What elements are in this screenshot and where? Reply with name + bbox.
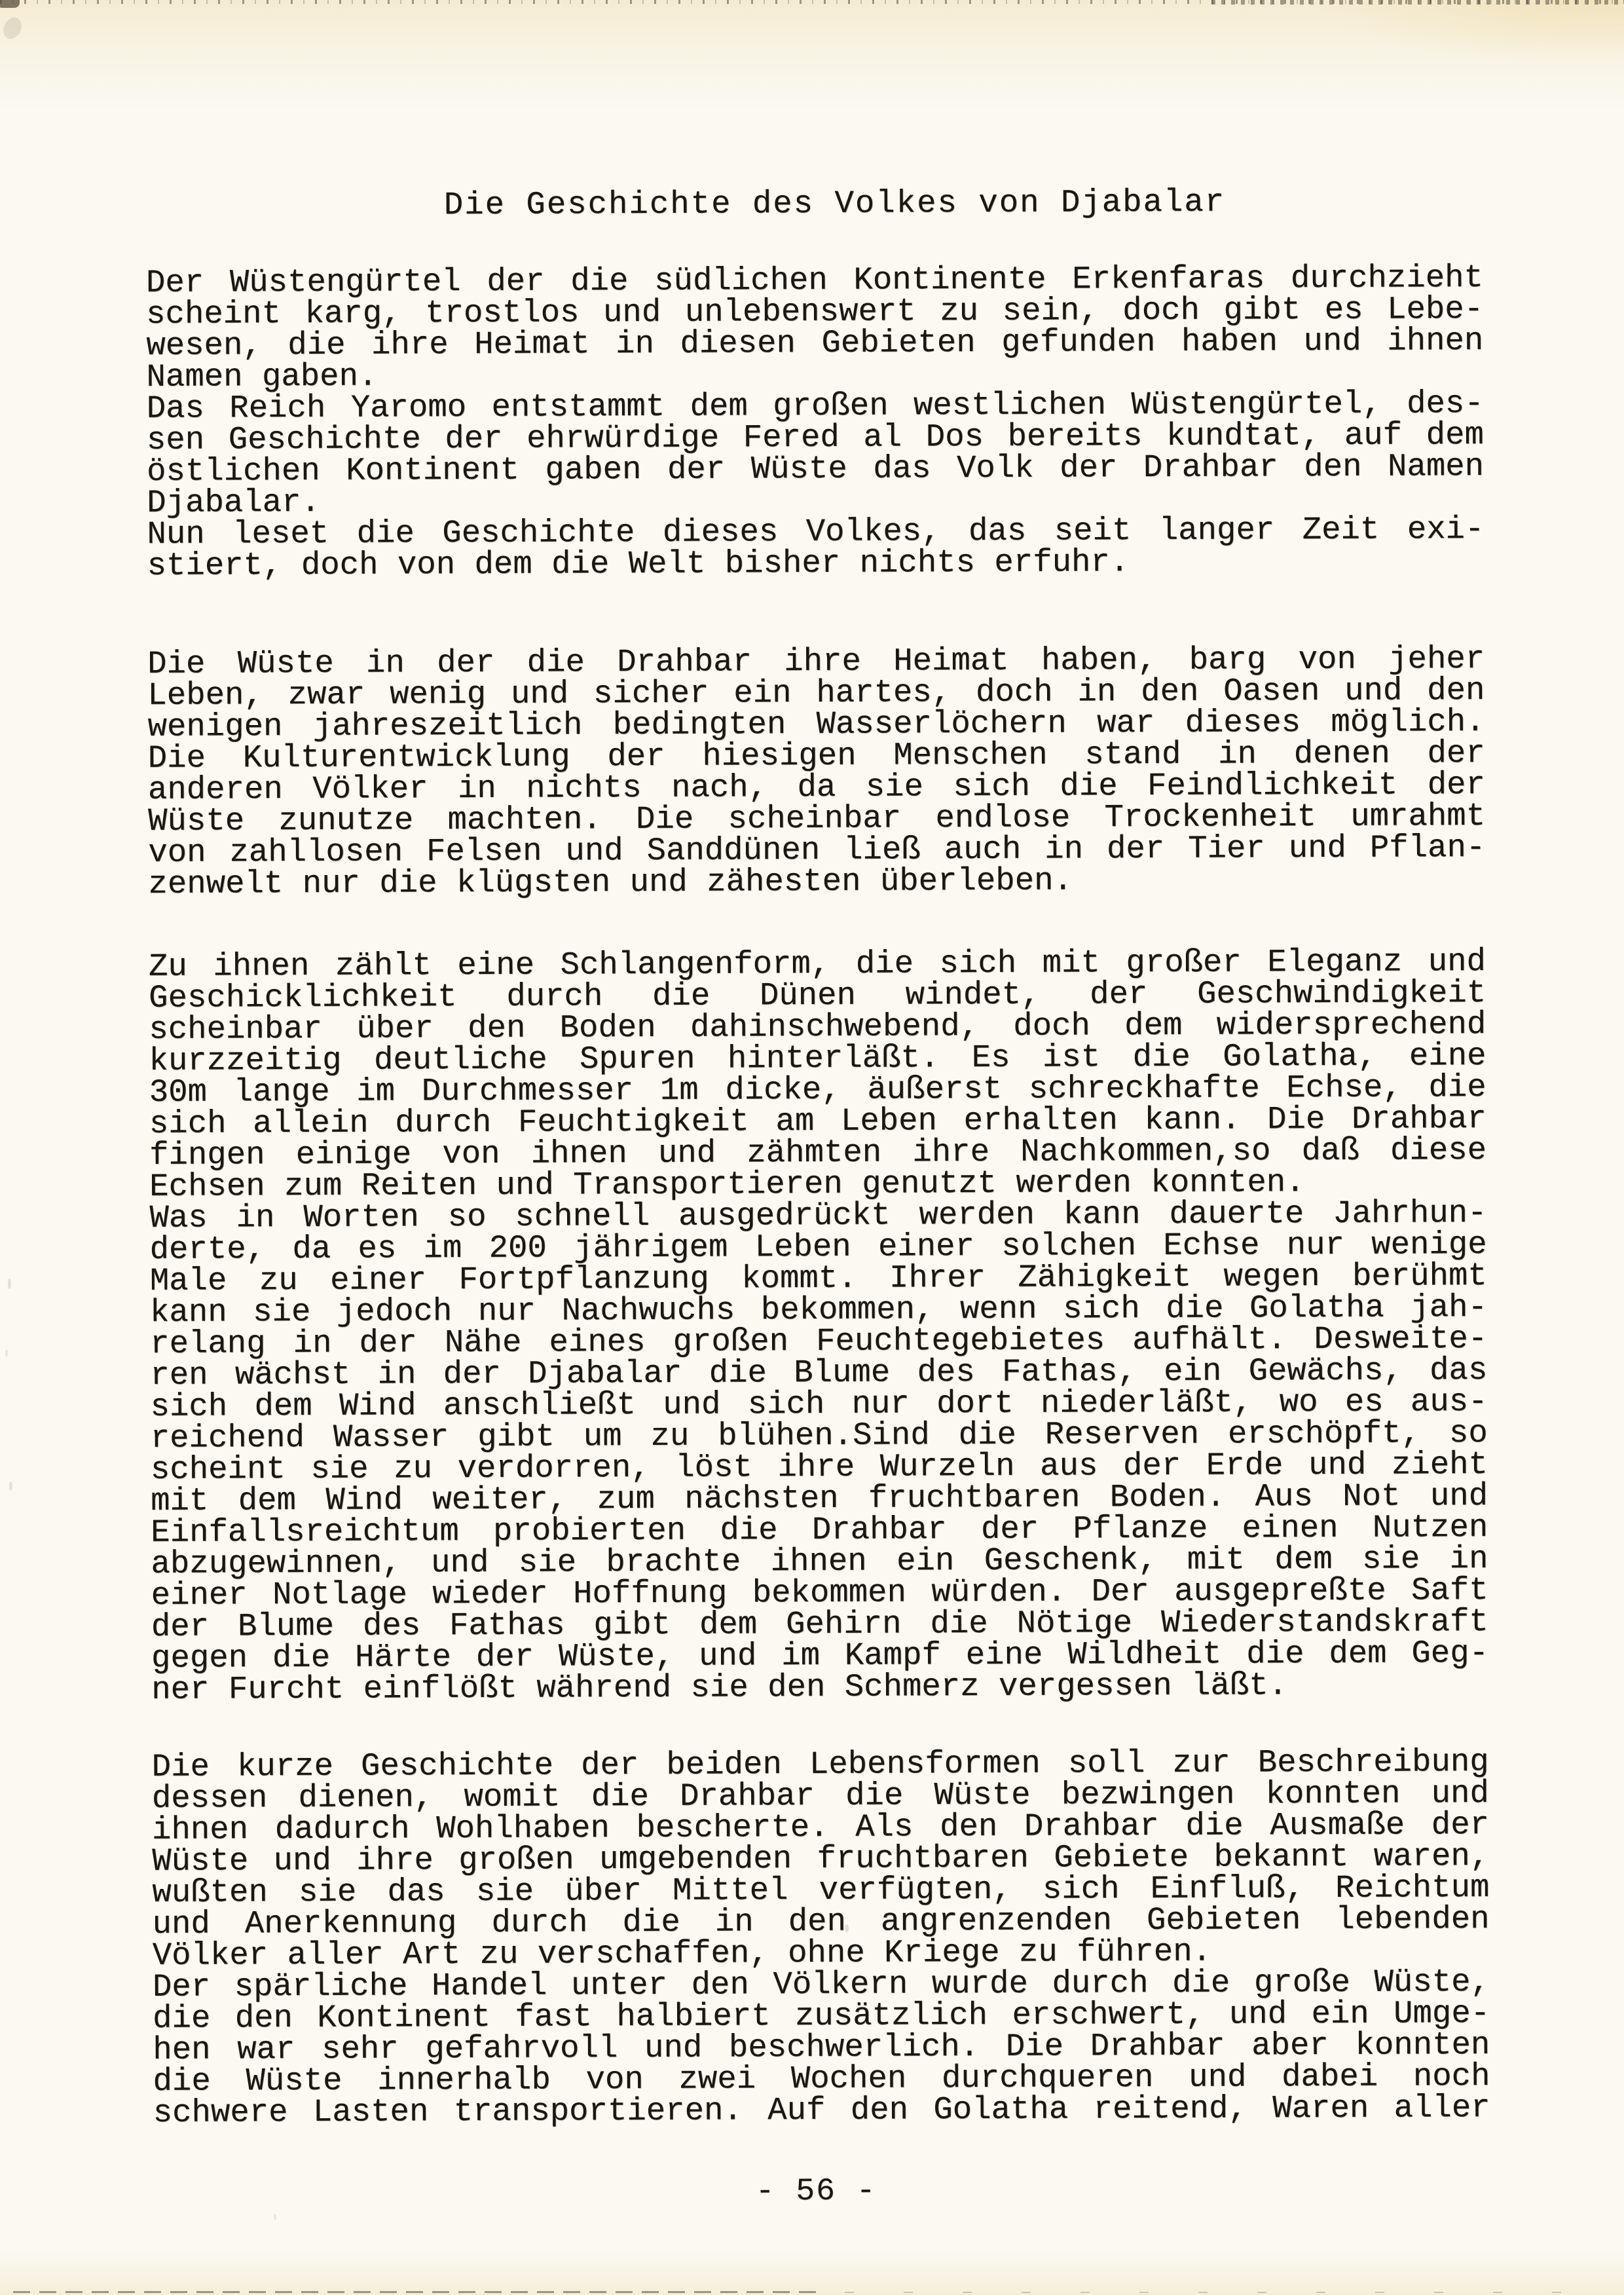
paragraph [147,641,1486,903]
text-line: Wüste und ihre großen umgebenden fruchtbaren Gebiete bekannt waren, [152,1838,1490,1880]
text-line: einer Notlage wieder Hoffnung bekommen würden. Der ausgepreßte Saft [151,1572,1488,1614]
text-line: dessen dienen, womit die Drahbar die Wüste bezwingen konnten und [151,1775,1489,1817]
text-line: Geschicklichkeit durch die Dünen windet, der Geschwindigkeit [149,975,1486,1017]
paragraph [145,259,1485,584]
text-line: Die kurze Geschichte der beiden Lebensformen soll zur Beschreibung [151,1744,1489,1785]
text-line: kann sie jedoch nur Nachwuchs bekommen, wenn sich die Golatha jah- [149,1289,1488,1331]
text-line: scheint karg, trostlos und unlebenswert zu sein, doch gibt es Lebe- [146,291,1484,333]
text-line: wußten sie das sie über Mittel verfügten, sich Einfluß, Reichtum [152,1869,1490,1911]
text-line: ren wächst in der Djabalar die Blume des Fathas, ein Gewächs, das [150,1352,1488,1394]
text-body [145,259,1490,2131]
text-line: Das Reich Yaromo entstammt dem großen westlichen Wüstengürtel, des- [146,385,1484,427]
text-line: scheinbar über den Boden dahinschwebend, doch dem widersprechend [149,1006,1486,1048]
text-line: Wüste zunutze machten. Die scheinbar endlose Trockenheit umrahmt [147,798,1486,840]
text-line: Einfallsreichtum probierten die Drahbar der Pflanze einen Nutzen [151,1509,1488,1551]
text-line: Djabalar. [147,483,320,521]
text-line: kurzzeitig deutliche Spuren hinterläßt. Es ist die Golatha, eine [149,1037,1486,1079]
text-line: die Wüste innerhalb von zwei Wochen durchqueren und dabei noch [153,2058,1490,2100]
page-number: - 56 - [755,2173,877,2210]
text-line: Der spärliche Handel unter den Völkern wurde durch die große Wüste, [152,1964,1490,2006]
text-line: sich dem Wind anschließt und sich nur dort niederläßt, wo es aus- [150,1383,1488,1425]
text-line: Nun leset die Geschichte dieses Volkes, das seit langer Zeit exi- [147,511,1485,553]
text-line: derte, da es im 200 jährigem Leben einer solchen Echse nur wenige [149,1226,1487,1268]
page-title: Die Geschichte des Volkes von Djabalar [443,183,1226,224]
text-line: 30m lange im Durchmesser 1m dicke, äußerst schreckhafte Echse, die [149,1069,1486,1111]
text-line: zenwelt nur die klügsten und zähesten überleben. [148,862,1073,903]
text-line: Der Wüstengürtel der die südlichen Kontinente Erkenfaras durchzieht [145,259,1484,301]
text-line: scheint sie zu verdorren, löst ihre Wurzeln aus der Erde und zieht [150,1446,1488,1488]
text-line: anderen Völker in nichts nach, da sie sich die Feindlichkeit der [147,766,1485,808]
text-line: reichend Wasser gibt um zu blühen.Sind die Reserven erschöpft, so [150,1415,1488,1457]
text-line: der Blume des Fathas gibt dem Gehirn die Nötige Wiederstandskraft [151,1603,1488,1645]
paragraph [152,1746,1490,2129]
text-line: schwere Lasten transportieren. Auf den Golatha reitend, Waren aller [153,2089,1490,2131]
text-line: Zu ihnen zählt eine Schlangenform, die sich mit großer Eleganz und [148,943,1486,985]
text-line: die den Kontinent fast halbiert zusätzlich erschwert, und ein Umge- [152,1995,1490,2037]
text-line: Namen gaben. [146,358,378,396]
text-line: sich allein durch Feuchtigkeit am Leben erhalten kann. Die Drahbar [149,1100,1486,1142]
text-line: Die Wüste in der die Drahbar ihre Heimat haben, barg von jeher [147,641,1485,682]
text-line: fingen einige von ihnen und zähmten ihre Nachkommen,so daß diese [149,1132,1487,1174]
text-line: ihnen dadurch Wohlhaben bescherte. Als den Drahbar die Ausmaße der [151,1806,1490,1848]
text-line: von zahllosen Felsen und Sanddünen ließ auch in der Tier und Pflan- [148,829,1486,871]
text-line: hen war sehr gefahrvoll und beschwerlich. Die Drahbar aber konnten [153,2026,1490,2068]
text-line: Völker aller Art zu verschaffen, ohne Kriege zu führen. [152,1933,1212,1974]
text-line: gegen die Härte der Wüste, und im Kampf eine Wildheit die dem Geg- [151,1635,1489,1677]
text-line: östlichen Kontinent gaben der Wüste das Volk der Drahbar den Namen [146,448,1485,490]
text-line: Leben, zwar wenig und sicher ein hartes, doch in den Oasen und den [147,672,1485,714]
text-line: relang in der Nähe eines großen Feuchtegebietes aufhält. Desweite- [150,1320,1488,1362]
text-line: Was in Worten so schnell ausgedrückt werden kann dauerte Jahrhun- [149,1195,1487,1237]
text-line: wenigen jahreszeitlich bedingten Wasserlöchern war dieses möglich. [147,703,1485,745]
paragraph [148,943,1489,1708]
text-line: Male zu einer Fortpflanzung kommt. Ihrer Zähigkeit wegen berühmt [149,1258,1487,1299]
text-line: stiert, doch von dem die Welt bisher nichts erfuhr. [147,544,1130,584]
text-line: mit dem Wind weiter, zum nächsten fruchtbaren Boden. Aus Not und [150,1478,1488,1520]
text-line: wesen, die ihre Heimat in diesen Gebieten gefunden haben und ihnen [146,322,1484,364]
text-line: abzugewinnen, und sie brachte ihnen ein Geschenk, mit dem sie in [151,1540,1488,1582]
text-line: ner Furcht einflößt während sie den Schmerz vergessen läßt. [151,1667,1288,1708]
text-line: sen Geschichte der ehrwürdige Fered al Dos bereits kundtat, auf dem [146,417,1484,458]
text-line: und Anerkennung durch die in den angrenzenden Gebieten lebenden [152,1901,1490,1943]
text-line: Echsen zum Reiten und Transportieren genutzt werden konnten. [149,1164,1305,1205]
text-line: Die Kulturentwicklung der hiesigen Menschen stand in denen der [147,735,1485,777]
